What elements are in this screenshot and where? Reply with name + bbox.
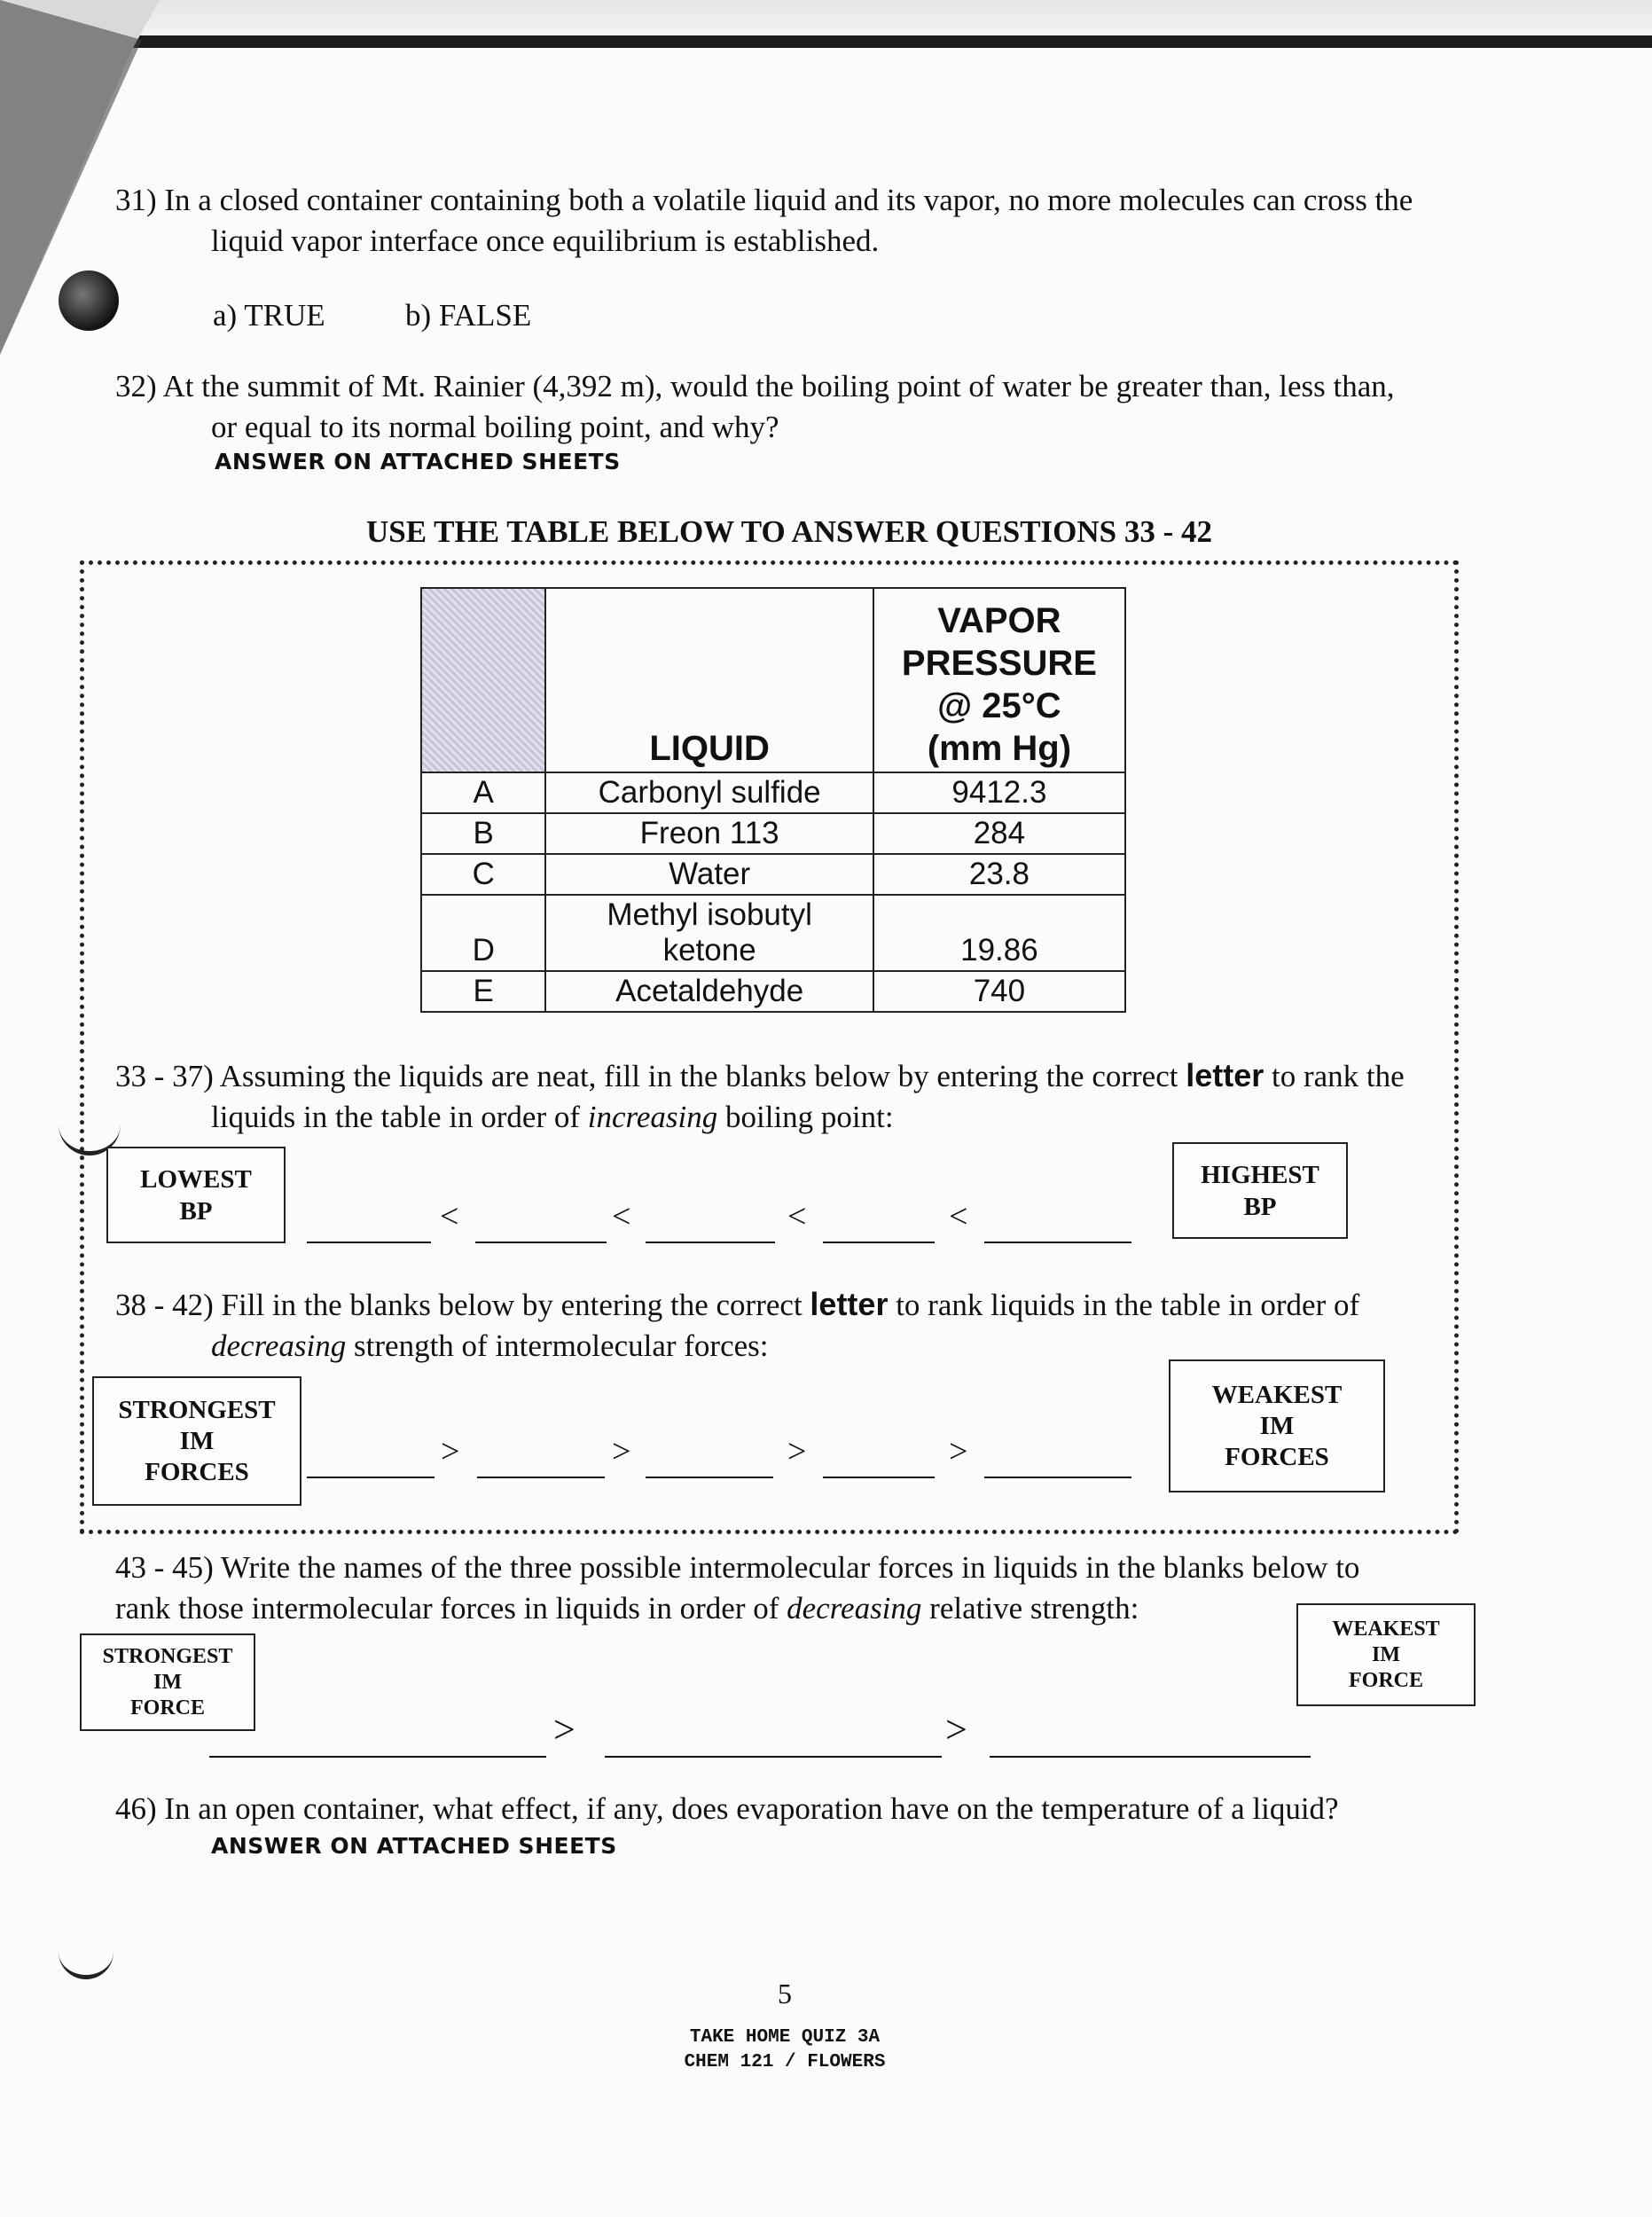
- table-row: [421, 813, 1125, 854]
- vp-header-line3: @ 25°C: [937, 686, 1061, 725]
- bp-rank-blank-2[interactable]: [475, 1206, 607, 1243]
- question-38-line2: decreasing strength of intermolecular forces:: [211, 1328, 769, 1363]
- row-vapor-pressure: 740: [873, 971, 1125, 1012]
- punch-hole-bottom: [59, 1945, 114, 1979]
- highest-bp-box: HIGHEST BP: [1172, 1142, 1348, 1239]
- im-rank-blank-3[interactable]: [646, 1441, 773, 1478]
- row-liquid: Water: [545, 854, 873, 895]
- row-liquid-line1: Methyl isobutyl: [607, 897, 812, 932]
- less-than-4: <: [949, 1198, 968, 1235]
- question-38-42: [115, 1284, 1454, 1367]
- row-vapor-pressure: 284: [873, 813, 1125, 854]
- row-liquid: Freon 113: [545, 813, 873, 854]
- im-rank-blank-2[interactable]: [477, 1441, 605, 1478]
- row-liquid: [545, 895, 873, 971]
- im-rank-blank-4[interactable]: [823, 1441, 935, 1478]
- footer-block: [621, 2025, 949, 2075]
- greater-than-force-2: >: [945, 1708, 967, 1751]
- bp-rank-blank-3[interactable]: [646, 1206, 775, 1243]
- question-32-line1: 32) At the summit of Mt. Rainier (4,392 m), would the boiling point of water be greater than, less than,: [115, 369, 1395, 403]
- question-31-line2: liquid vapor interface once equilibrium is established.: [211, 223, 880, 258]
- keyword-letter: letter: [1186, 1057, 1264, 1093]
- punch-hole-top: [59, 270, 119, 331]
- greater-than-force-1: >: [553, 1708, 575, 1751]
- question-32-answer-note: ANSWER ON ATTACHED SHEETS: [215, 449, 621, 474]
- row-vapor-pressure: 23.8: [873, 854, 1125, 895]
- question-38-line1: 38 - 42) Fill in the blanks below by entering the correct letter to rank liquids in the table in order of: [115, 1286, 1360, 1322]
- page-number: 5: [778, 1978, 792, 2009]
- row-letter: E: [421, 971, 545, 1012]
- row-letter: C: [421, 854, 545, 895]
- less-than-2: <: [612, 1198, 631, 1235]
- row-vapor-pressure: 9412.3: [873, 772, 1125, 813]
- bp-rank-blank-4[interactable]: [823, 1206, 935, 1243]
- question-31-line1: 31) In a closed container containing both a volatile liquid and its vapor, no more molecules can cross the: [115, 183, 1413, 217]
- strongest-im-forces-box: STRONGEST IM FORCES: [92, 1376, 301, 1506]
- im-rank-blank-5[interactable]: [984, 1441, 1131, 1478]
- greater-than-1: >: [441, 1433, 460, 1470]
- table-row: [421, 895, 1125, 971]
- table-header-liquid: LIQUID: [545, 588, 873, 772]
- force-rank-blank-1[interactable]: [209, 1720, 546, 1758]
- less-than-3: <: [787, 1198, 807, 1235]
- weakest-im-forces-box: WEAKEST IM FORCES: [1169, 1359, 1385, 1492]
- question-43-line2: rank those intermolecular forces in liquids in order of decreasing relative strength:: [115, 1591, 1139, 1626]
- question-33-line1: 33 - 37) Assuming the liquids are neat, fill in the blanks below by entering the correct letter to rank the: [115, 1057, 1405, 1093]
- row-liquid: Carbonyl sulfide: [545, 772, 873, 813]
- vp-header-line2: PRESSURE: [901, 644, 1097, 683]
- vp-header-line1: VAPOR: [937, 601, 1061, 640]
- table-row: [421, 854, 1125, 895]
- row-liquid-line2: ketone: [662, 933, 756, 967]
- footer-quiz-title: TAKE HOME QUIZ 3A: [689, 2027, 881, 2048]
- force-rank-blank-3[interactable]: [990, 1720, 1311, 1758]
- table-header-vapor-pressure: [873, 588, 1125, 772]
- question-43-line1: 43 - 45) Write the names of the three possible intermolecular forces in liquids in the blanks below to: [115, 1550, 1360, 1585]
- strongest-im-force-box: STRONGEST IM FORCE: [80, 1633, 255, 1731]
- vapor-pressure-table: [420, 587, 1126, 1013]
- question-32-line2: or equal to its normal boiling point, and why?: [211, 410, 779, 444]
- question-32: [115, 366, 1578, 448]
- question-33-37: [115, 1055, 1454, 1138]
- table-row: [421, 971, 1125, 1012]
- scan-top-edge: [133, 35, 1652, 48]
- table-shaded-corner-cell: [421, 588, 545, 772]
- greater-than-4: >: [949, 1433, 968, 1470]
- weakest-im-force-box: WEAKEST IM FORCE: [1296, 1603, 1476, 1706]
- row-letter: A: [421, 772, 545, 813]
- row-letter: D: [421, 895, 545, 971]
- question-31-option-a[interactable]: a) TRUE: [213, 298, 325, 333]
- question-46: 46) In an open container, what effect, if any, does evaporation have on the temperature of a liquid?: [115, 1791, 1339, 1826]
- greater-than-3: >: [787, 1433, 807, 1470]
- vp-header-line4: (mm Hg): [927, 729, 1072, 768]
- lowest-bp-box: LOWEST BP: [106, 1147, 286, 1243]
- greater-than-2: >: [612, 1433, 631, 1470]
- question-46-answer-note: ANSWER ON ATTACHED SHEETS: [211, 1833, 617, 1859]
- row-letter: B: [421, 813, 545, 854]
- row-vapor-pressure: 19.86: [873, 895, 1125, 971]
- keyword-letter: letter: [810, 1286, 889, 1322]
- bp-rank-blank-5[interactable]: [984, 1206, 1131, 1243]
- footer-course: CHEM 121 / FLOWERS: [684, 2052, 886, 2072]
- question-33-line2: liquids in the table in order of increasing boiling point:: [211, 1100, 894, 1134]
- im-rank-blank-1[interactable]: [307, 1441, 435, 1478]
- table-row: [421, 772, 1125, 813]
- less-than-1: <: [440, 1198, 459, 1235]
- table-title: USE THE TABLE BELOW TO ANSWER QUESTIONS 33 - 42: [365, 514, 1213, 549]
- scan-top-shadow: [133, 0, 1652, 35]
- row-liquid: Acetaldehyde: [545, 971, 873, 1012]
- bp-rank-blank-1[interactable]: [307, 1206, 431, 1243]
- question-31-option-b[interactable]: b) FALSE: [405, 298, 532, 333]
- force-rank-blank-2[interactable]: [605, 1720, 942, 1758]
- question-31: [115, 180, 1534, 262]
